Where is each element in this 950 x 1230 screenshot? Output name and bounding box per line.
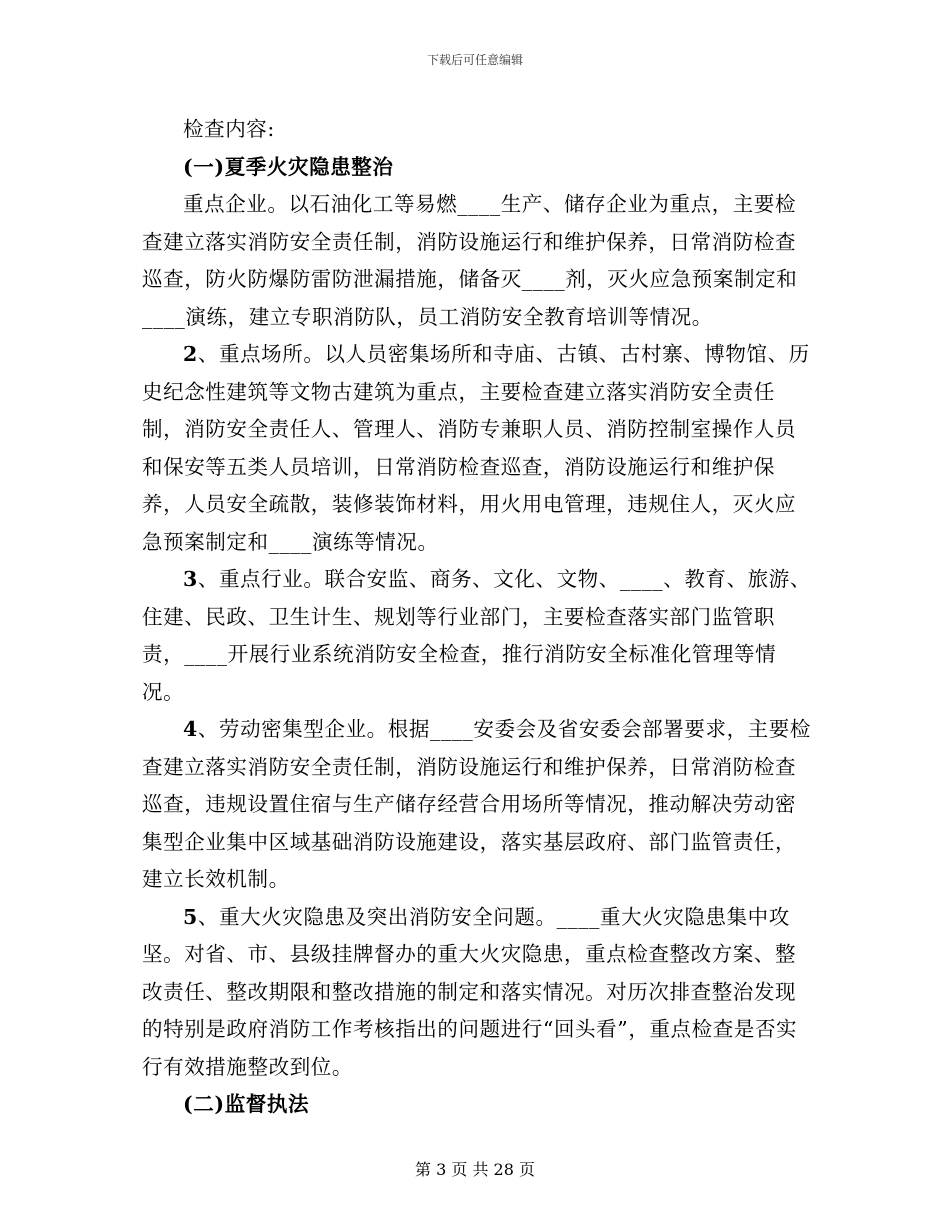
download-note: 下载后可任意编辑 bbox=[426, 53, 523, 67]
page-number: 第 3 页 共 28 页 bbox=[415, 1160, 535, 1179]
paragraph-key-venues bbox=[142, 336, 812, 561]
intro-label: 检查内容: bbox=[183, 117, 275, 141]
paragraph-key-enterprises: 重点企业。以石油化工等易燃____生产、储存企业为重点，主要检查建立落实消防安全责任制，消防设施运行和维护保养，日常消防检查巡查，防火防爆防雷防泄漏措施，储备灭____剂，灭火应急预案制定和____演练，建立专职消防队，员工消防安全教育培训等情况。 bbox=[142, 192, 798, 329]
paragraph-text: 、劳动密集型企业。根据____安委会及省安委会部署要求，主要检查建立落实消防安全责任制，消防设施运行和维护保养，日常消防检查巡查，违规设置住宿与生产储存经营合用场所等情况，推动解决劳动密集型企业集中区域基础消防设施建设，落实基层政府、部门监管责任，建立长效机制。 bbox=[142, 717, 811, 891]
item-number: 5 bbox=[183, 904, 198, 929]
paragraph-text: 、重大火灾隐患及突出消防安全问题。____重大火灾隐患集中攻坚。对省、市、县级挂牌督办的重大火灾隐患，重点检查整改方案、整改责任、整改期限和整改措施的制定和落实情况。对历次排查整治发现的特别是政府消防工作考核指出的问题进行“回头看”，重点检查是否实行有效措施整改到位。 bbox=[142, 904, 798, 1079]
paragraph-labor-intensive-enterprises bbox=[142, 711, 812, 899]
section-heading-summer-fire-hazards: (一)夏季火灾隐患整治 bbox=[183, 154, 394, 179]
item-number: 2 bbox=[183, 342, 198, 366]
paragraph-major-fire-hazards bbox=[142, 899, 812, 1087]
section-heading-supervision-enforcement: (二)监督执法 bbox=[183, 1092, 310, 1116]
paragraph-key-industries bbox=[142, 561, 812, 711]
paragraph-text: 、重点场所。以人员密集场所和寺庙、古镇、古村寨、博物馆、历史纪念性建筑等文物古建筑为重点，主要检查建立落实消防安全责任制，消防安全责任人、管理人、消防专兼职人员、消防控制室操作人员和保安等五类人员培训，日常消防检查巡查，消防设施运行和维护保养，人员安全疏散，装修装饰材料，用火用电管理，违规住人，灭火应急预案制定和____演练等情况。 bbox=[142, 342, 810, 554]
item-number: 4 bbox=[183, 717, 198, 741]
document-body bbox=[142, 111, 812, 1124]
item-number: 3 bbox=[183, 567, 198, 591]
paragraph-text: 、重点行业。联合安监、商务、文化、文物、____、教育、旅游、住建、民政、卫生计生、规划等行业部门，主要检查落实部门监管职责，____开展行业系统消防安全检查，推行消防安全标准化管理等情况。 bbox=[142, 567, 811, 704]
